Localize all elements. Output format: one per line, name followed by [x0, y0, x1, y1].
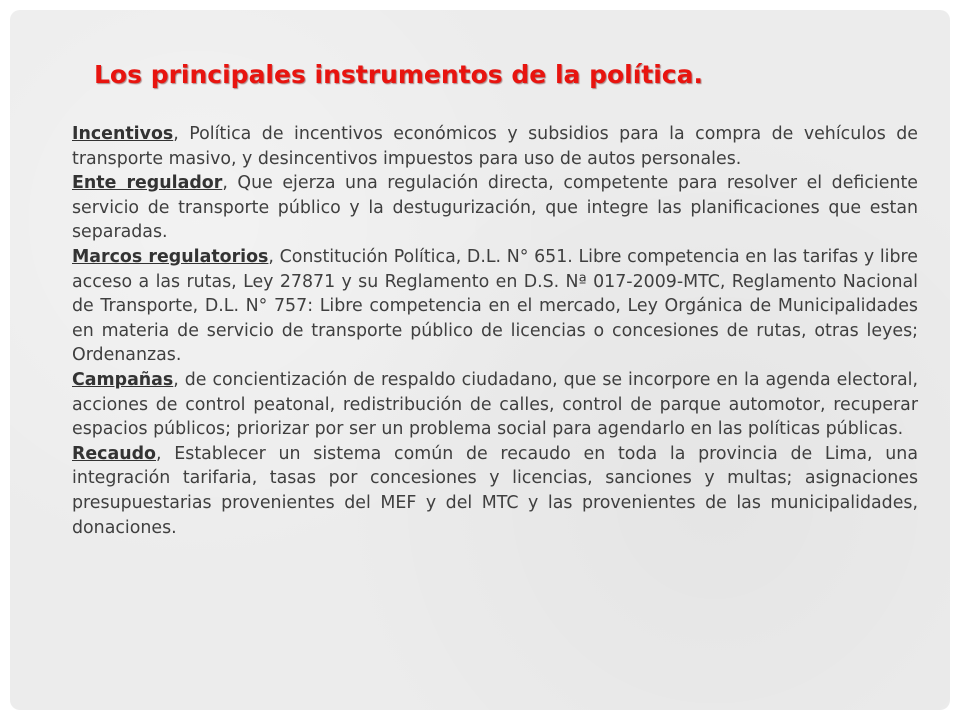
term-recaudo: Recaudo — [72, 443, 157, 464]
text-marcos-regulatorios: , Constitución Política, D.L. N° 651. Libre competencia en las tarifas y libre acceso a las rutas, Ley 27871 y su Reglamento en D.S. Nª 017-2009-MTC, Reglamento Nacional de Transporte, D.L. N° 757: Libre competencia en el mercado, Ley Orgánica de Municipalidades en materia de servicio de transporte público de licencias o concesiones de rutas, otras leyes; Ordenanzas. — [72, 246, 918, 366]
slide — [10, 10, 950, 710]
paragraph-marcos-regulatorios — [72, 245, 918, 368]
term-campanas: Campañas — [72, 369, 174, 390]
text-campanas: , de concientización de respaldo ciudadano, que se incorpore en la agenda electoral, acciones de control peatonal, redistribución de calles, control de parque automotor, recuperar espacios públicos; priorizar por ser un problema social para agendarlo en las políticas públicas. — [72, 369, 918, 440]
slide-body — [72, 122, 918, 540]
term-marcos-regulatorios: Marcos regulatorios — [72, 246, 269, 267]
slide-title: Los principales instrumentos de la política. — [94, 60, 703, 89]
text-ente-regulador: , Que ejerza una regulación directa, competente para resolver el deficiente servicio de transporte público y la destugurización, que integre las planificaciones que estan separadas. — [72, 173, 918, 243]
term-incentivos: Incentivos — [72, 124, 174, 144]
paragraph-ente-regulador — [72, 171, 918, 245]
text-incentivos: , Política de incentivos económicos y subsidios para la compra de vehículos de transporte masivo, y desincentivos impuestos para uso de autos personales. — [72, 124, 918, 169]
text-recaudo: , Establecer un sistema común de recaudo en toda la provincia de Lima, una integración tarifaria, tasas por concesiones y licencias, sanciones y multas; asignaciones presupuestarias provenientes del MEF y del MTC y las provenientes de las municipalidades, donaciones. — [72, 443, 918, 538]
paragraph-recaudo — [72, 442, 918, 540]
paragraph-incentivos — [72, 122, 918, 171]
term-ente-regulador: Ente regulador — [72, 173, 223, 194]
paragraph-campanas — [72, 368, 918, 442]
